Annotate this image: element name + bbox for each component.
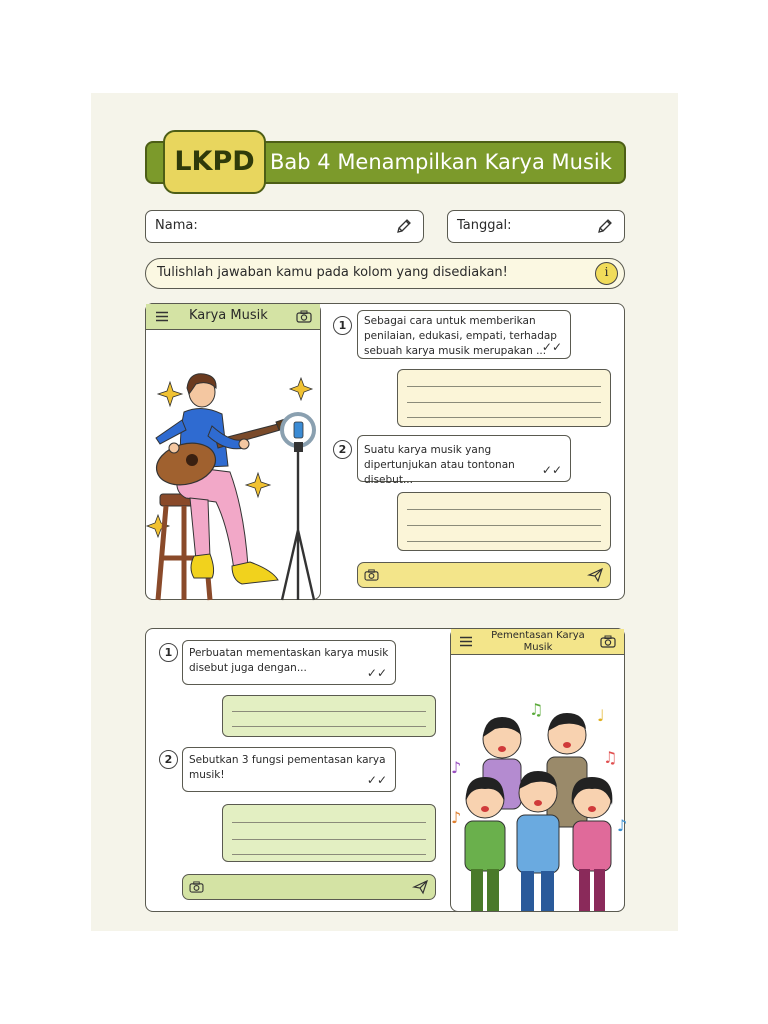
answer-box-2[interactable] bbox=[397, 492, 611, 551]
double-check-icon: ✓✓ bbox=[366, 773, 387, 787]
question-1-text: Sebagai cara untuk memberikan penilaian, edukasi, empati, terhadap sebuah karya musik merupakan ... bbox=[364, 315, 557, 357]
instruction-bar bbox=[145, 258, 625, 289]
answer-box-4[interactable] bbox=[222, 804, 436, 862]
double-check-icon: ✓✓ bbox=[541, 340, 562, 354]
camera-icon[interactable] bbox=[189, 881, 204, 893]
svg-text:♩: ♩ bbox=[597, 706, 605, 725]
info-icon: i bbox=[595, 262, 618, 285]
message-input-bar[interactable] bbox=[357, 562, 611, 588]
question-2-number: 2 bbox=[333, 440, 352, 459]
double-check-icon: ✓✓ bbox=[366, 666, 387, 680]
double-check-icon: ✓✓ bbox=[541, 463, 562, 477]
send-icon[interactable] bbox=[588, 568, 603, 582]
menu-icon bbox=[459, 636, 473, 647]
svg-text:♪: ♪ bbox=[451, 808, 462, 827]
svg-text:♪: ♪ bbox=[451, 758, 462, 777]
lkpd-badge: LKPD bbox=[163, 130, 266, 194]
question-4-number: 2 bbox=[159, 750, 178, 769]
image-panel-title: Pementasan Karya Musik bbox=[491, 630, 585, 653]
page-title: Bab 4 Menampilkan Karya Musik bbox=[270, 150, 612, 174]
question-2-text: Suatu karya musik yang dipertunjukan atau tontonan disebut... bbox=[364, 444, 515, 486]
question-4-text: Sebutkan 3 fungsi pementasan karya musik! bbox=[189, 754, 386, 781]
menu-icon bbox=[155, 311, 169, 322]
question-1-number: 1 bbox=[333, 316, 352, 335]
image-panel-header bbox=[146, 304, 320, 330]
pencil-icon bbox=[395, 217, 413, 235]
message-input-bar-2[interactable] bbox=[182, 874, 436, 900]
pencil-icon bbox=[596, 217, 614, 235]
instruction-text: Tulishlah jawaban kamu pada kolom yang disediakan! bbox=[157, 265, 508, 280]
question-3-bubble bbox=[182, 640, 396, 685]
date-label: Tanggal: bbox=[457, 218, 512, 233]
question-3-number: 1 bbox=[159, 643, 178, 662]
answer-box-3[interactable] bbox=[222, 695, 436, 737]
name-label: Nama: bbox=[155, 218, 198, 233]
image-panel-karya-musik bbox=[145, 303, 321, 600]
camera-icon bbox=[600, 635, 616, 648]
image-panel-pementasan bbox=[450, 628, 628, 912]
image-panel-header bbox=[451, 629, 624, 655]
camera-icon bbox=[296, 310, 312, 323]
question-3-text: Perbuatan mementaskan karya musik disebut juga dengan... bbox=[189, 647, 389, 674]
choir-illustration bbox=[451, 655, 626, 913]
send-icon[interactable] bbox=[413, 880, 428, 894]
question-2-bubble bbox=[357, 435, 571, 486]
camera-icon[interactable] bbox=[364, 569, 379, 581]
date-field[interactable] bbox=[447, 210, 625, 243]
image-panel-title: Karya Musik bbox=[189, 308, 268, 323]
svg-text:♫: ♫ bbox=[529, 700, 544, 719]
svg-text:♪: ♪ bbox=[617, 816, 628, 835]
question-4-bubble bbox=[182, 747, 396, 792]
question-1-bubble bbox=[357, 310, 571, 359]
answer-box-1[interactable] bbox=[397, 369, 611, 427]
svg-text:♫: ♫ bbox=[603, 748, 618, 767]
guitarist-illustration bbox=[146, 330, 322, 600]
name-field[interactable] bbox=[145, 210, 424, 243]
